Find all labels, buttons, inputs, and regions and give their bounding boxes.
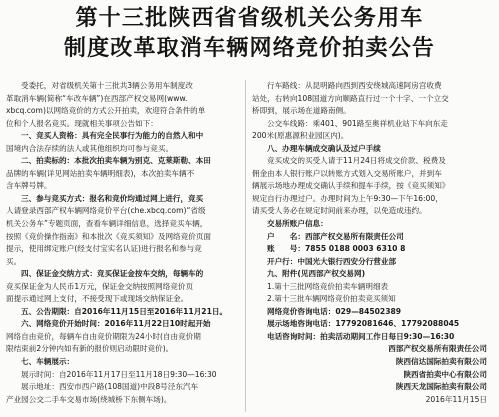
text-line: 含车牌号牌。 [6, 181, 52, 191]
text-line: 网络竞价咨询电话：029—84502389 [267, 306, 402, 316]
text-line: 户 名：西部产权交易所有限责任公司 [267, 231, 404, 241]
title-line-1: 第十三批陕西省省级机关公务用车 [75, 6, 424, 31]
text-line: 产业园公交二手车交易市场(绕城桥下东侧车场)。 [6, 394, 172, 404]
text-line: 人请登录西部产权车辆网络竞价平台(che.xbcq.com)“省级 [6, 206, 206, 216]
text-line: 站处，右转向108国道方向顺路直行过一个十字、一个立交 [252, 93, 449, 103]
left-column [6, 80, 240, 406]
text-line: 提示，使用绑定账户(经支付宝实名认证)进行报名和参与竞 [6, 244, 202, 254]
text-line: 国境内合法存续的法人或其他组织均可参与竞买。 [6, 143, 174, 153]
text-line: 电话咨询时间：拍卖活动期间工作日每日9:30—16:30 [267, 331, 455, 341]
text-line: 公交车线路：乘401、901路至奥祥机业站下车向东走 [267, 118, 448, 128]
text-line: 位和个人报名竞买。现就相关事项公告如下： [6, 118, 158, 128]
text-line: 机关公务车”专题页面，查看车辆详细信息，选择竞买车辆， [6, 219, 208, 229]
text-line: 西部产权交易所有限责任公司 [388, 344, 487, 354]
text-line: 二、拍卖标的：本批次拍卖车辆为别克、克莱斯勒、本田 [21, 156, 211, 166]
text-line: 竞买保证金为人民币1万元，保证金交纳按照网络竞价页 [6, 281, 194, 291]
text-line: xbcq.com)以网络竞价的方式公开拍卖，欢迎符合条件的单 [6, 106, 206, 116]
text-line: 按照《竞价操作指南》和本批次《竞买须知》及网络竞价页面 [6, 231, 212, 241]
text-line: 受委托，对省级机关第十三批共3辆公务用车制度改 [21, 81, 193, 90]
text-line: 辆展示场地办理成交确认手续和提车手续，按《竞买须知》 [252, 181, 450, 191]
text-line: 200米(原惠源积业园区内)。 [252, 131, 349, 141]
text-line: 展示地址：西安市西户路(108国道)中段8号泾东汽车 [21, 382, 199, 392]
text-line: 限结束前2分钟内如有新的报价则启动限时竞价)。 [6, 344, 174, 354]
text-line: 规定自行办理过户。办理时间为上午9:30—下午16:00， [252, 193, 443, 203]
text-line: 买。 [6, 256, 22, 266]
text-line: 三、参与竞买方式：报名和竞价均通过网上进行，竞买 [21, 193, 204, 203]
text-line: 请买受人务必在规定时间前来办理，以免造成违约。 [252, 206, 427, 216]
text-line: 行车路线：从昆明路向西到西安绕城高速阿房宫收费 [267, 81, 442, 90]
text-line: 五、公告期限：自2016年11月15日至2016年11月21日。 [21, 306, 228, 316]
title-line-2: 制度改革取消车辆网络竞价拍卖公告 [63, 36, 436, 61]
text-line: 面提示通过网上支付，不接受现下或现场交纳保证金。 [6, 294, 189, 304]
text-line: 品牌的车辆(详见网站拍卖车辆明细表)，本次拍卖车辆不 [6, 168, 195, 178]
text-line: 2016年11月15日 [425, 394, 487, 404]
text-line: 六、网络竞价开始时间：2016年11月22日10时起开始 [21, 319, 211, 329]
text-line: 展示时间：自2016年11月17日至11月18日9:30—16:30 [21, 369, 217, 379]
text-line: 展示场地咨询电话：17792081646、17792088045 [267, 319, 460, 329]
text-line: 一、竞买人资格：具有完全民事行为能力的自然人和中 [21, 131, 204, 141]
text-line: 陕西省拍卖中心有限公司 [403, 369, 487, 379]
text-line: 陕西天龙国际拍卖有限公司 [395, 382, 487, 392]
text-line: 陕西信达国际拍卖有限公司 [395, 357, 487, 367]
text-line: 佣金由本人银行账户以转账方式划入交易所账户，并到车 [252, 168, 442, 178]
text-line: 交易所账户信息： [267, 219, 328, 229]
text-line: 八、办理车辆成交确认及过户手续 [267, 143, 381, 153]
text-line: 桥即到，展示场在道路南侧。 [252, 106, 351, 116]
text-line: 九、附件(见西部产权交易网) [267, 269, 366, 279]
text-line: 七、车辆展示： [21, 357, 75, 367]
text-line: 账 号：7855 0188 0003 6310 8 [267, 244, 406, 254]
text-line: 竞买成交的买受人请于11月24日将成交价款、税费及 [267, 156, 446, 166]
column-divider [245, 80, 246, 412]
text-line: 2.第十三批车辆网络竞价拍卖竞买须知 [267, 294, 396, 304]
text-line: 革取消车辆(简称“车改车辆”)在西部产权交易网(www. [6, 93, 188, 103]
text-line: 网络自由竞价，每辆车自由竞价期限为24小时(自由竞价期 [6, 331, 201, 341]
text-line: 1.第十三批网络竞价拍卖车辆明细表 [267, 281, 389, 291]
right-column [252, 80, 493, 406]
text-line: 开户行：中国光大银行西安分行营业部 [267, 256, 397, 266]
text-line: 四、保证金交纳方式：竞买保证金按车交纳，每辆车的 [21, 269, 204, 279]
